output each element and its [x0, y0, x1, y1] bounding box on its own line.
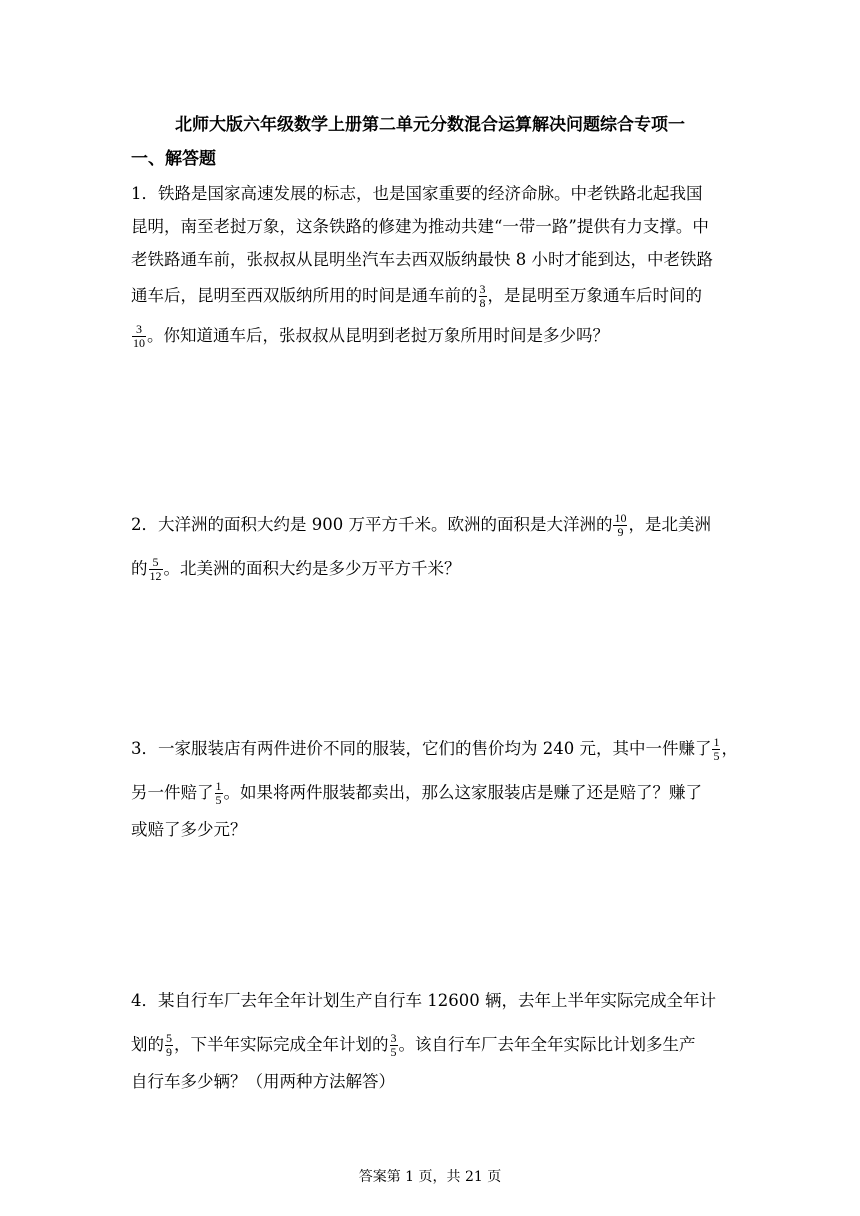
question-4-line-2-text-b: ，下半年实际完成全年计划的 [174, 1035, 389, 1054]
fraction-denominator: 8 [479, 296, 486, 310]
section-heading: 一、解答题 [131, 149, 216, 169]
question-2 [131, 503, 731, 591]
fraction-1-5 [712, 736, 720, 763]
fraction-3-8 [479, 283, 487, 310]
question-1-line-4-text-a: 通车后，昆明至西双版纳所用的时间是通车前的 [131, 286, 478, 305]
question-3-line-2-text-b: 。如果将两件服装都卖出，那么这家服装店是赚了还是赔了？赚了 [223, 783, 702, 802]
question-1-line-5-text: 。你知道通车后，张叔叔从昆明到老挝万象所用时间是多少吗？ [147, 326, 609, 345]
question-2-line-1-text-a: 2．大洋洲的面积大约是 900 万平方千米。欧洲的面积是大洋洲的 [131, 515, 613, 534]
fraction-denominator: 5 [215, 793, 222, 807]
fraction-5-12 [149, 556, 163, 583]
question-4-line-2-text-a: 划的 [131, 1035, 164, 1054]
question-2-line-1 [131, 503, 731, 547]
fraction-numerator: 5 [166, 1031, 172, 1045]
question-2-line-2-text-b: 。北美洲的面积大约是多少万平方千米？ [163, 559, 461, 578]
fraction-numerator: 10 [614, 511, 627, 525]
fraction-numerator: 3 [390, 1031, 397, 1045]
question-1-line-4-text-b: ，是昆明至万象通车后时间的 [487, 286, 702, 305]
page-footer: 答案第 1 页，共 21 页 [358, 1169, 502, 1185]
question-1-line-5 [131, 316, 731, 356]
fraction-numerator: 3 [479, 282, 486, 296]
fraction-5-9 [165, 1032, 173, 1059]
question-1-line-3: 老铁路通车前，张叔叔从昆明坐汽车去西双版纳最快 8 小时才能到达，中老铁路 [131, 250, 713, 269]
fraction-1-5 [215, 780, 223, 807]
question-3 [131, 727, 738, 845]
page-title: 北师大版六年级数学上册第二单元分数混合运算解决问题综合专项一 [175, 115, 685, 135]
question-4-line-3: 自行车多少辆？（用两种方法解答） [131, 1072, 395, 1091]
question-2-line-2-text-a: 的 [131, 559, 148, 578]
question-1-line-1: 1．铁路是国家高速发展的标志，也是国家重要的经济命脉。中老铁路北起我国 [131, 184, 703, 203]
question-3-line-3: 或赔了多少元？ [131, 820, 247, 839]
fraction-numerator: 1 [215, 779, 222, 793]
question-3-line-2 [131, 771, 731, 815]
fraction-denominator: 10 [133, 336, 145, 350]
fraction-denominator: 5 [390, 1045, 397, 1059]
question-1 [131, 177, 731, 356]
question-4-line-1: 4．某自行车厂去年全年计划生产自行车 12600 辆，去年上半年实际完成全年计 [131, 991, 716, 1010]
fraction-numerator: 1 [713, 735, 720, 749]
question-1-line-2: 昆明，南至老挝万象，这条铁路的修建为推动共建“一带一路”提供有力支撑。中 [131, 217, 709, 236]
question-2-line-2 [131, 547, 731, 591]
question-3-line-2-text-a: 另一件赔了 [131, 783, 214, 802]
question-1-line-4 [131, 276, 731, 316]
fraction-numerator: 3 [136, 322, 142, 336]
fraction-denominator: 12 [149, 569, 162, 583]
question-4-line-2-text-c: 。该自行车厂去年全年实际比计划多生产 [398, 1035, 696, 1054]
question-3-line-1 [131, 727, 738, 771]
fraction-3-5 [390, 1032, 398, 1059]
question-4 [131, 979, 731, 1097]
fraction-denominator: 9 [166, 1045, 172, 1059]
fraction-10-9 [613, 512, 627, 539]
question-3-line-1-text-b: ， [721, 739, 738, 758]
fraction-denominator: 9 [613, 525, 627, 539]
question-4-line-2 [131, 1023, 731, 1067]
fraction-numerator: 5 [152, 555, 159, 569]
fraction-denominator: 5 [713, 749, 720, 763]
question-3-line-1-text-a: 3．一家服装店有两件进价不同的服装，它们的售价均为 240 元，其中一件赚了 [131, 739, 712, 758]
question-2-line-1-text-b: ，是北美洲 [628, 515, 711, 534]
fraction-3-10 [132, 323, 146, 350]
